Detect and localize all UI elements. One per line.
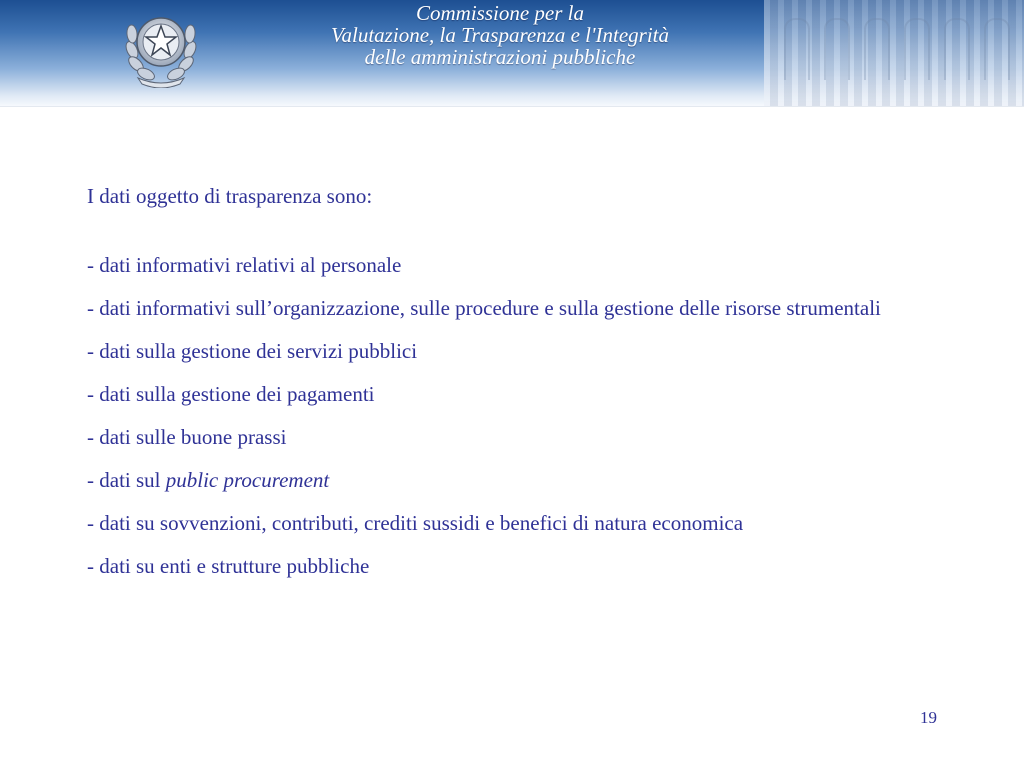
list-item: - dati su sovvenzioni, contributi, crediti sussidi e benefici di natura economica <box>87 511 744 535</box>
header-banner <box>0 0 1024 106</box>
banner-title <box>250 2 750 68</box>
slide-content <box>87 182 937 592</box>
list-item: - dati sulle buone prassi <box>87 425 287 449</box>
list-item: - dati su enti e strutture pubbliche <box>87 554 370 578</box>
banner-title-line-1: Commissione per la <box>416 1 584 25</box>
palace-facade-image <box>764 0 1024 106</box>
intro-text: I dati oggetto di trasparenza sono: <box>87 184 373 208</box>
banner-title-line-3: delle amministrazioni pubbliche <box>364 45 636 69</box>
page-number: 19 <box>920 708 937 727</box>
italian-republic-emblem-icon <box>118 2 204 88</box>
list-item-prefix: - dati sul <box>87 468 166 492</box>
list-item: - dati informativi relativi al personale <box>87 253 402 277</box>
banner-title-line-2: Valutazione, la Trasparenza e l'Integrità <box>331 23 669 47</box>
header-divider <box>0 106 1024 107</box>
list-item: - dati informativi sull’organizzazione, sulle procedure e sulla gestione delle risorse strumentali <box>87 296 881 320</box>
list-item: - dati sulla gestione dei servizi pubblici <box>87 339 418 363</box>
transparency-data-list <box>87 248 937 584</box>
list-item-italic: public procurement <box>165 468 330 492</box>
list-item <box>87 463 937 498</box>
list-item: - dati sulla gestione dei pagamenti <box>87 382 375 406</box>
